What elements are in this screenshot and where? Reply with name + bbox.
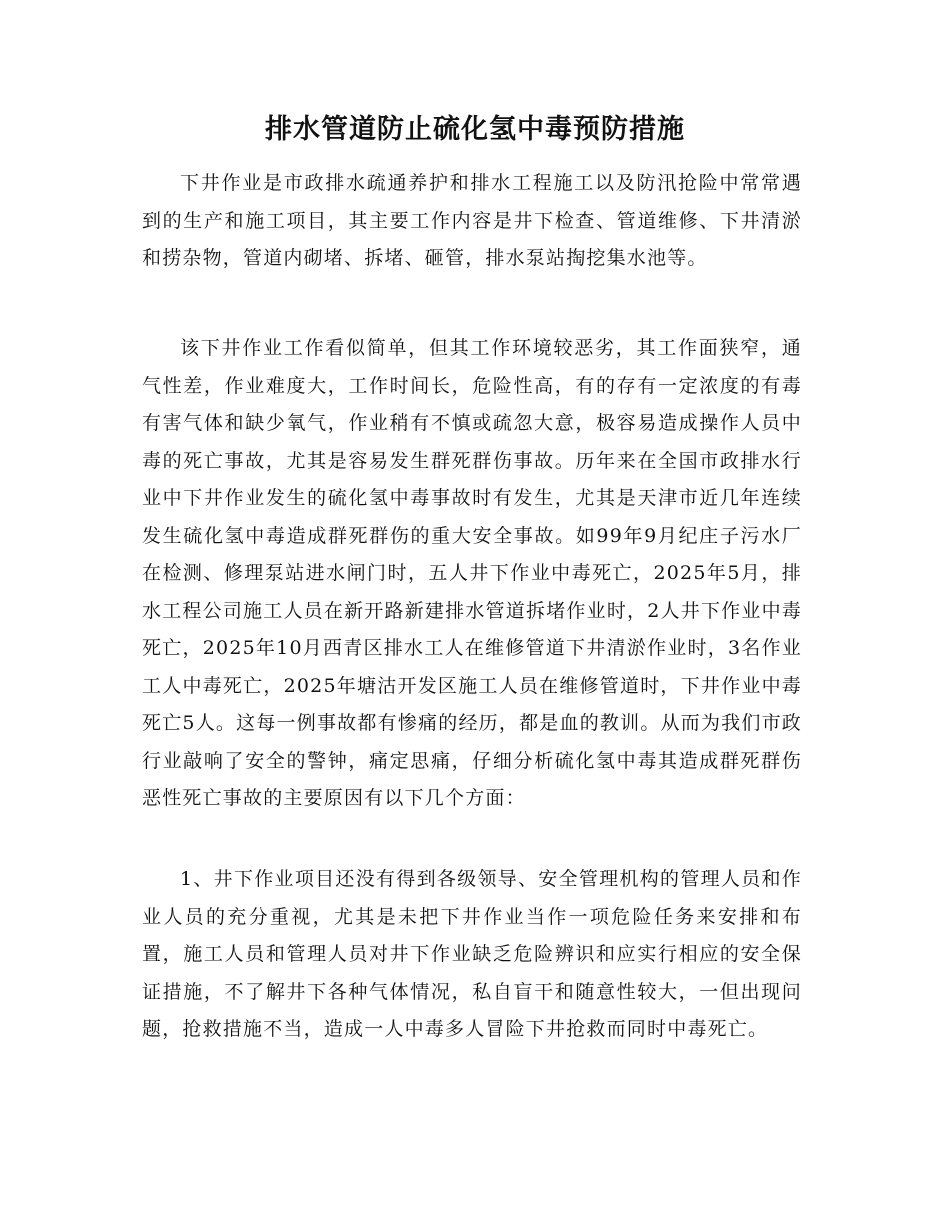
paragraph-intro: 下井作业是市政排水疏通养护和排水工程施工以及防汛抢险中常常遇到的生产和施工项目，其主要工作内容是井下检查、管道维修、下井清淤和捞杂物，管道内砌堵、拆堵、砸管，排水泵站掏挖集水池等。 [142,172,802,269]
paragraph-cause-1: 1、井下作业项目还没有得到各级领导、安全管理机构的管理人员和作业人员的充分重视，尤其是未把下井作业当作一项危险任务来安排和布置，施工人员和管理人员对井下作业缺乏危险辨识和应实行相应的安全保证措施，不了解井下各种气体情况，私自盲干和随意性较大，一但出现问题，抢救措施不当，造成一人中毒多人冒险下井抢救而同时中毒死亡。 [142,868,802,1040]
paragraph-accident-history: 该下井作业工作看似简单，但其工作环境较恶劣，其工作面狭窄，通气性差，作业难度大，工作时间长，危险性高，有的存有一定浓度的有毒有害气体和缺少氧气，作业稍有不慎或疏忽大意，极容易造成操作人员中毒的死亡事故，尤其是容易发生群死群伤事故。历年来在全国市政排水行业中下井作业发生的硫化氢中毒事故时有发生，尤其是天津市近几年连续发生硫化氢中毒造成群死群伤的重大安全事故。如99年9月纪庄子污水厂在检测、修理泵站进水闸门时，五人井下作业中毒死亡，2025年5月，排水工程公司施工人员在新开路新建排水管道拆堵作业时，2人井下作业中毒死亡，2025年10月西青区排水工人在维修管道下井清淤作业时，3名作业工人中毒死亡，2025年塘沽开发区施工人员在维修管道时，下井作业中毒死亡5人。这每一例事故都有惨痛的经历，都是血的教训。从而为我们市政行业敲响了安全的警钟，痛定思痛，仔细分析硫化氢中毒其造成群死群伤恶性死亡事故的主要原因有以下几个方面： [142,337,802,809]
document-title: 排水管道防止硫化氢中毒预防措施 [265,114,685,145]
